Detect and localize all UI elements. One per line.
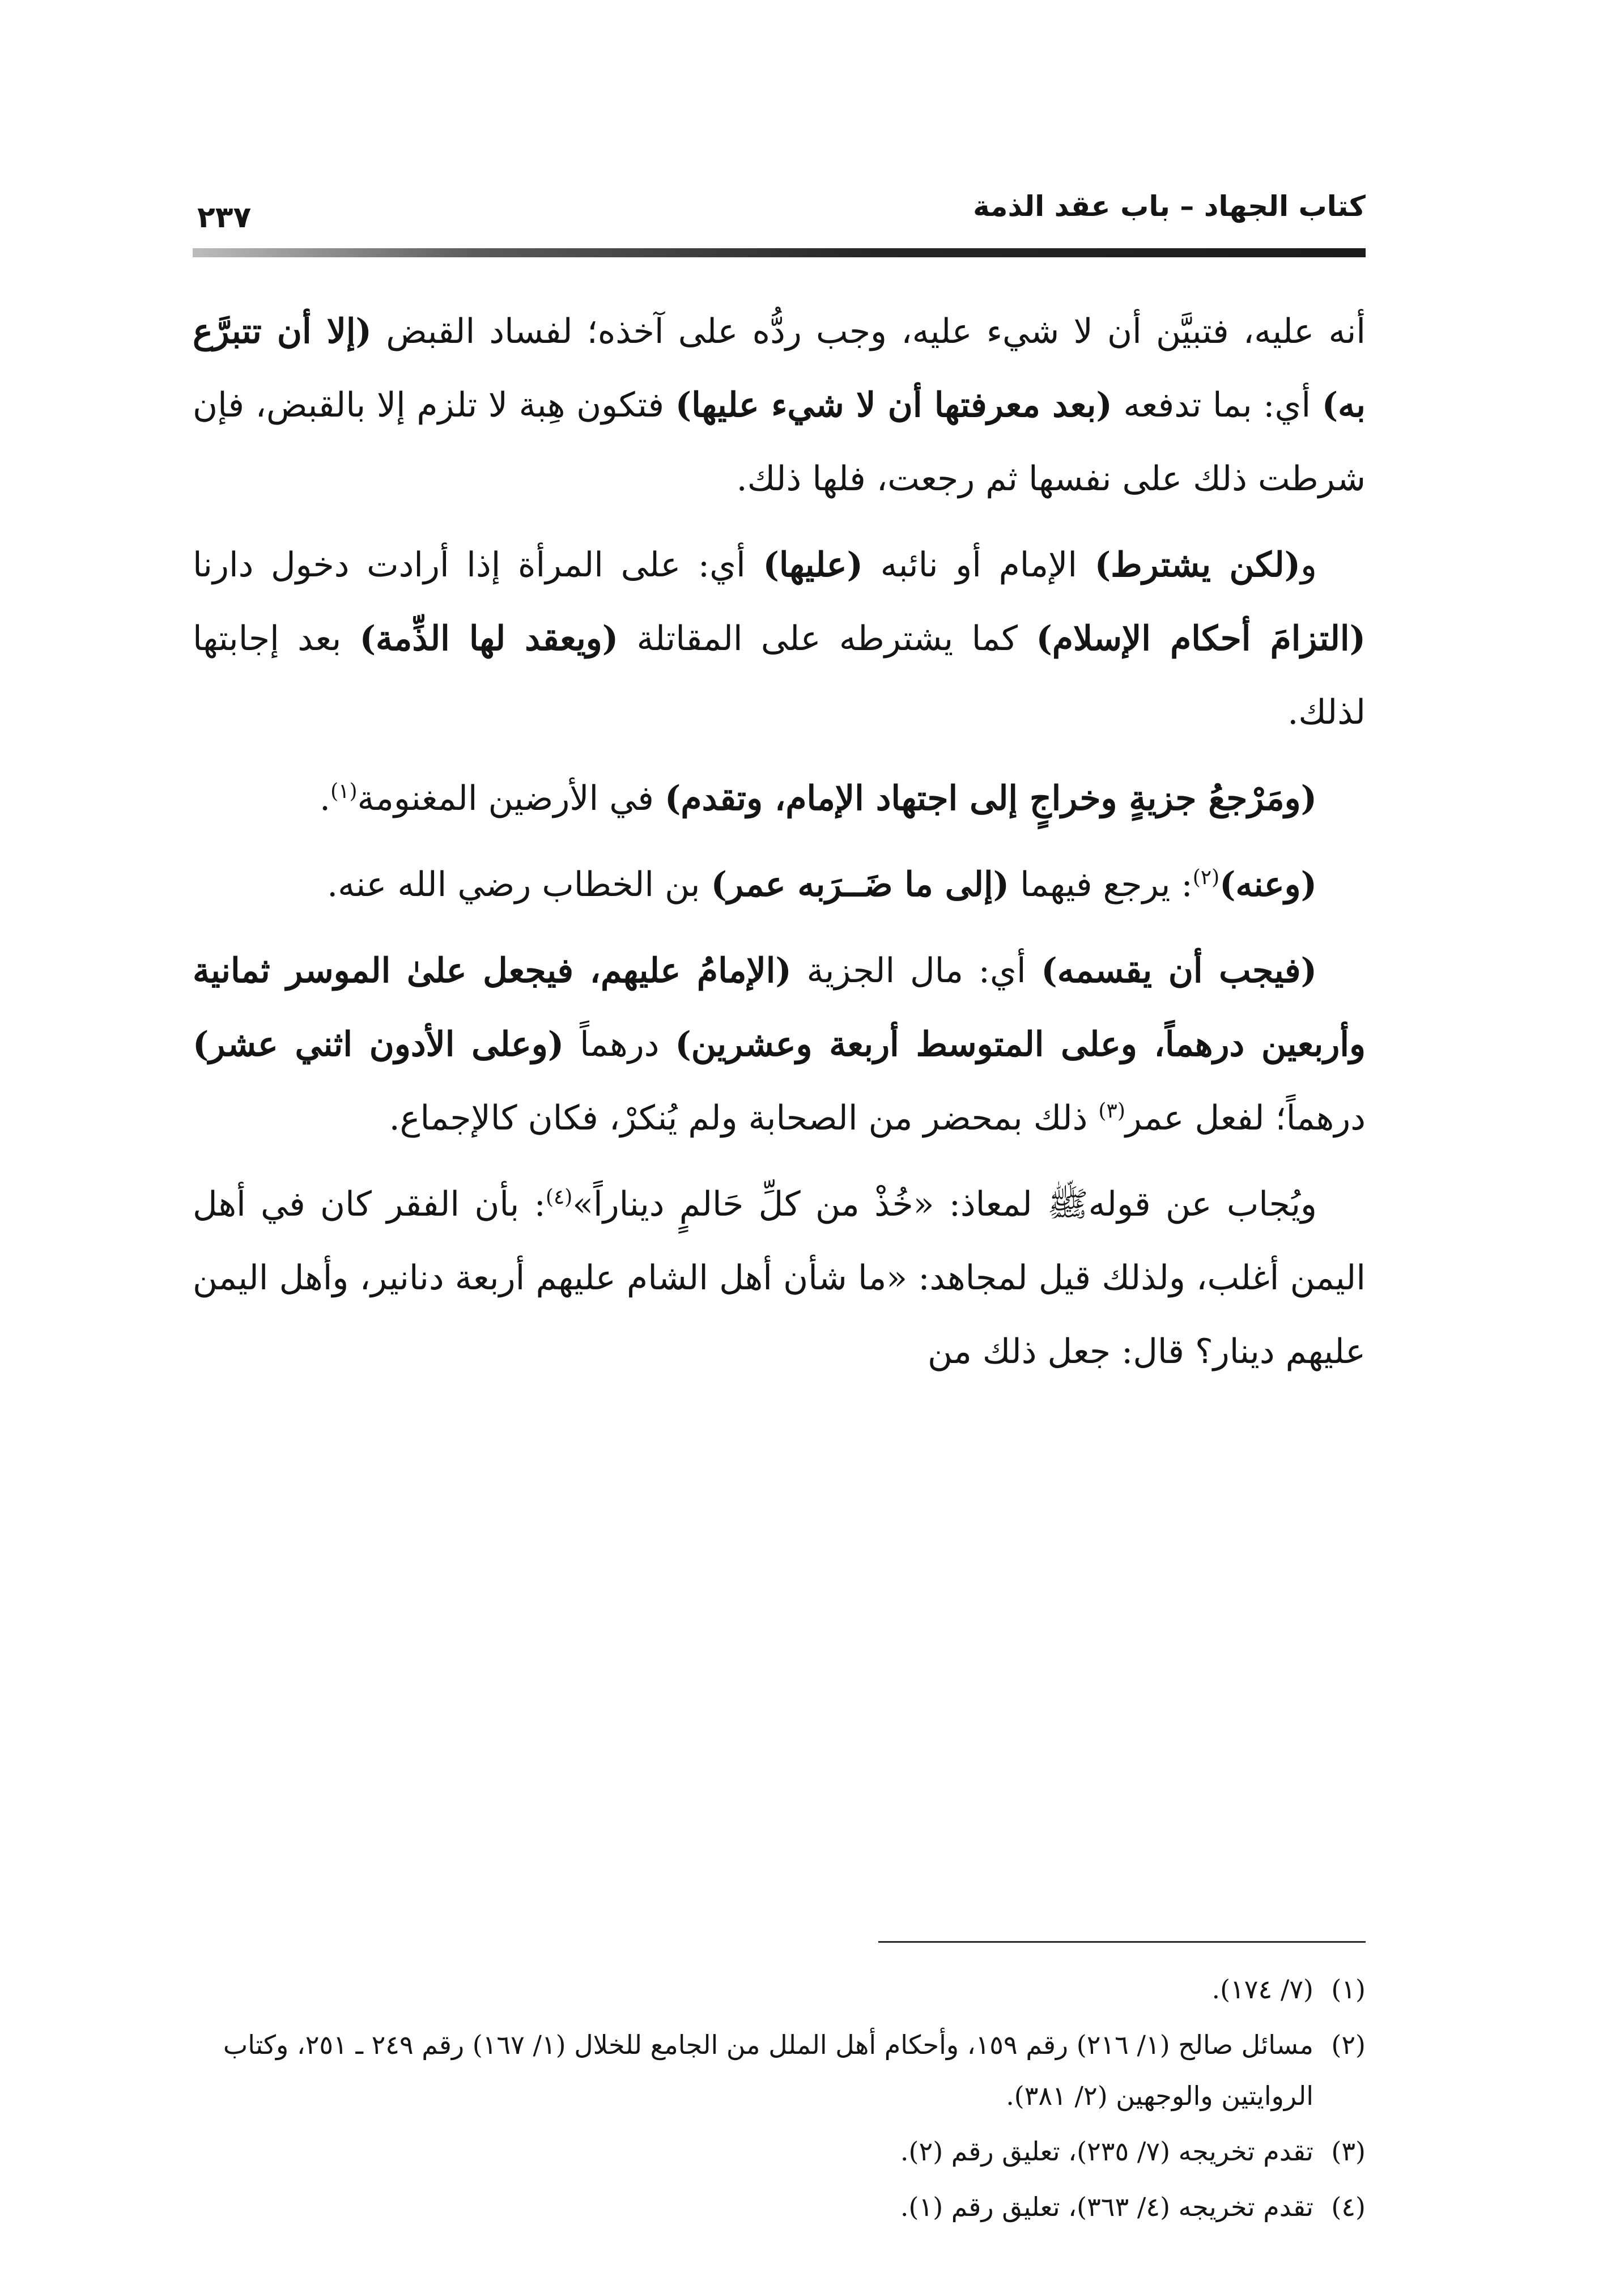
- footnote-text: مسائل صالح (١/ ٢١٦) رقم ١٥٩، وأحكام أهل الملل من الجامع للخلال (١/ ١٦٧) رقم ٢٤٩ ـ ٢٥١، وكتاب الروايتين والوجهين (٢/ ٣٨١).: [223, 2029, 1313, 2111]
- matn-text: (الإمامُ عليهم، فيجعل علىٰ الموسر ثمانية وأربعين درهماً، وعلى المتوسط أربعة وعشرين): [193, 951, 1366, 1064]
- footnote-marker: (٣): [1098, 1099, 1125, 1123]
- matn-text: (وعلى الأدون اثني عشر): [193, 1025, 564, 1064]
- paragraph: [193, 528, 1366, 749]
- commentary-text: : يرجع فيهما: [1009, 865, 1193, 905]
- matn-text: (إلا أن تتبرَّع به): [193, 312, 1366, 425]
- footnote-text: تقدم تخريجه (٤/ ٣٦٣)، تعليق رقم (١).: [900, 2192, 1313, 2222]
- running-header: [193, 187, 1366, 235]
- chapter-title: كتاب الجهاد – باب عقد الذمة: [973, 190, 1366, 223]
- matn-text: (لكن يشترط): [1094, 545, 1301, 585]
- commentary-text: : بأن الفقر كان في أهل اليمن أغلب، ولذلك قيل لمجاهد: «ما شأن أهل الشام عليهم أربعة دنانير، وأهل اليمن عليهم دينار؟ قال: جعل ذلك من: [193, 1184, 1366, 1371]
- main-text: [193, 295, 1366, 1401]
- footnote-marker: (٢): [1192, 866, 1220, 889]
- page-number: ٢٣٧: [197, 201, 252, 235]
- footnote: [193, 2019, 1366, 2121]
- footnote-marker: (١): [330, 780, 358, 803]
- paragraph: [193, 848, 1366, 922]
- commentary-text: بعد إجابتها لذلك.: [193, 619, 1366, 732]
- matn-text: (إلى ما ضَــرَبه عمر): [711, 865, 1010, 905]
- commentary-text: الإمام أو نائبه: [862, 545, 1095, 585]
- paragraph: [193, 934, 1366, 1155]
- footnote-number: (٤): [1331, 2192, 1366, 2222]
- commentary-text: درهماً: [564, 1025, 675, 1064]
- footnote: [193, 2181, 1366, 2232]
- matn-text: (التزامَ أحكام الإسلام): [1036, 619, 1366, 659]
- footnote: [193, 2126, 1366, 2177]
- header-rule: [193, 248, 1366, 257]
- paragraph: [193, 295, 1366, 516]
- commentary-text: أنه عليه، فتبيَّن أن لا شيء عليه، وجب ردُّه على آخذه؛ لفساد القبض: [371, 312, 1366, 351]
- commentary-text: كما يشترطه على المقاتلة: [618, 619, 1036, 659]
- commentary-text: أي: بما تدفعه: [1112, 385, 1322, 425]
- commentary-text: أي: على المرأة إذا أرادت دخول دارنا: [193, 545, 763, 585]
- commentary-text: بن الخطاب رضي الله عنه.: [327, 865, 711, 905]
- commentary-text: درهماً؛ لفعل عمر: [1125, 1098, 1366, 1138]
- paragraph: [193, 762, 1366, 835]
- commentary-text: و: [1300, 545, 1317, 585]
- matn-text: (عليها): [763, 545, 863, 585]
- footnotes: [193, 1964, 1366, 2237]
- commentary-text: ويُجاب عن قولهﷺ لمعاذ: «خُذْ من كلِّ حَالمٍ ديناراً»: [572, 1184, 1317, 1224]
- footnote-number: (٢): [1331, 2029, 1366, 2060]
- matn-text: (وعنه): [1219, 865, 1317, 905]
- footnote-separator: [878, 1941, 1366, 1943]
- footnote: [193, 1964, 1366, 2015]
- matn-text: (ويعقد لها الذِّمة): [359, 619, 619, 659]
- footnote-number: (٣): [1331, 2136, 1366, 2167]
- footnote-marker: (٤): [545, 1186, 573, 1209]
- matn-text: (ومَرْجعُ جزيةٍ وخراجٍ إلى اجتهاد الإمام، وتقدم): [665, 779, 1317, 818]
- commentary-text: فتكون هِبة لا تلزم إلا بالقبض، فإن شرطت ذلك على نفسها ثم رجعت، فلها ذلك.: [193, 385, 1366, 499]
- matn-text: (بعد معرفتها أن لا شيء عليها): [675, 385, 1112, 425]
- matn-text: (فيجب أن يقسمه): [1041, 951, 1317, 991]
- paragraph: [193, 1167, 1366, 1388]
- commentary-text: ذلك بمحضر من الصحابة ولم يُنكرْ، فكان كالإجماع.: [389, 1098, 1099, 1138]
- footnote-number: (١): [1331, 1974, 1366, 2005]
- book-page: [193, 147, 1366, 2222]
- footnote-text: تقدم تخريجه (٧/ ٢٣٥)، تعليق رقم (٢).: [900, 2136, 1313, 2167]
- footnote-text: (٧/ ١٧٤).: [1211, 1974, 1313, 2005]
- commentary-text: في الأرضين المغنومة: [357, 779, 665, 818]
- commentary-text: .: [320, 779, 331, 818]
- commentary-text: أي: مال الجزية: [791, 951, 1041, 991]
